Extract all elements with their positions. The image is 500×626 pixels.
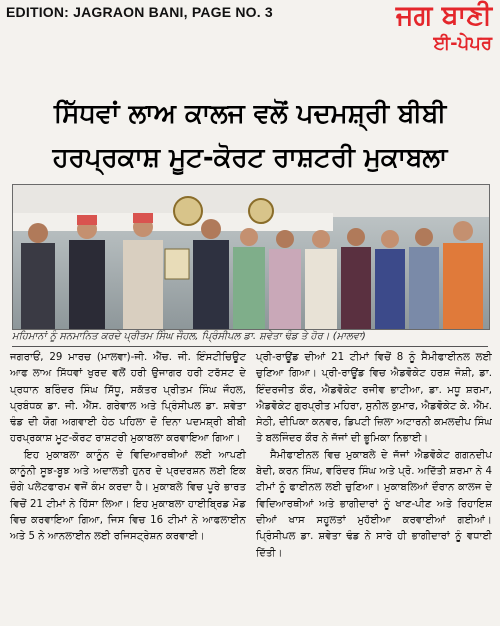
masthead-logo <box>396 0 492 56</box>
article-paragraph: ਇਹ ਮੁਕਾਬਲਾ ਕਾਨੂੰਨ ਦੇ ਵਿਦਿਆਰਥੀਆਂ ਲਈ ਆਪਣੀ ਕਾਨੂੰਨੀ ਸੂਝ-ਬੂਝ ਅਤੇ ਅਦਾਲਤੀ ਹੁਨਰ ਦੇ ਪ੍ਰਦਰਸ਼ਨ ਲਈ ਇਕ ਚੰਗੇ ਪਲੇਟਫਾਰਮ ਵਜੋਂ ਕੰਮ ਕਰਦਾ ਹੈ। ਮੁਕਾਬਲੇ ਵਿਚ ਪੂਰੇ ਭਾਰਤ ਵਿਚੋਂ 21 ਟੀਮਾਂ ਨੇ ਹਿੱਸਾ ਲਿਆ। ਇਹ ਮੁਕਾਬਲਾ ਹਾਈਬ੍ਰਿਡ ਮੋਡ ਵਿਚ ਕਰਵਾਇਆ ਗਿਆ, ਜਿਸ ਵਿਚ 16 ਟੀਮਾਂ ਨੇ ਆਫਲਾਈਨ ਅਤੇ 5 ਨੇ ਆਨਲਾਈਨ ਲਈ ਰਜਿਸਟ੍ਰੇਸ਼ਨ ਕਰਵਾਈ। <box>10 449 246 543</box>
masthead-subtitle: ਈ-ਪੇਪਰ <box>433 33 492 54</box>
group-photo-illustration <box>13 185 489 329</box>
article-paragraph: ਪ੍ਰੀ-ਰਾਊਂਡ ਦੀਆਂ 21 ਟੀਮਾਂ ਵਿਚੋਂ 8 ਨੂੰ ਸੈਮੀਫਾਈਨਲ ਲਈ ਚੁਣਿਆ ਗਿਆ। ਪ੍ਰੀ-ਰਾਊਂਡ ਵਿਚ ਐਡਵੋਕੇਟ ਹਰਸ਼ ਜੋਸ਼ੀ, ਡਾ. ਇੰਦਰਜੀਤ ਕੌਰ, ਐਡਵੋਕੇਟ ਰਜੀਵ ਭਾਟੀਆ, ਡਾ. ਮਧੂ ਸ਼ਰਮਾ, ਐਡਵੋਕੇਟ ਗੁਰਪ੍ਰੀਤ ਮਹਿਰਾ, ਸੁਨੀਲ ਕੁਮਾਰ, ਐਡਵੋਕੇਟ ਕੇ. ਐੱਮ. ਸੇਠੀ, ਦੀਪਿਕਾ ਕਨਵਰ, ਡਿਪਟੀ ਜ਼ਿਲਾ ਅਟਾਰਨੀ ਕਮਲਦੀਪ ਸਿੰਘ ਤੇ ਬਲਜਿੰਦਰ ਕੌਰ ਨੇ ਜੱਜਾਂ ਦੀ ਭੂਮਿਕਾ ਨਿਭਾਈ। <box>256 352 492 445</box>
article-column-right <box>256 350 492 562</box>
photo-caption: ਮਹਿਮਾਨਾਂ ਨੂੰ ਸਨਮਾਨਿਤ ਕਰਦੇ ਪ੍ਰੀਤਮ ਸਿੰਘ ਜੌਹਲ, ਪ੍ਰਿੰਸੀਪਲ ਡਾ. ਸ਼ਵੇਤਾ ਢੰਡ ਤੇ ਹੋਰ। (ਮਾਲਵਾ) <box>12 330 488 347</box>
headline-line-1: ਸਿੱਧਵਾਂ ਲਾਅ ਕਾਲਜ ਵਲੋਂ ਪਦਮਸ਼੍ਰੀ ਬੀਬੀ <box>53 99 447 129</box>
headline-line-2: ਹਰਪ੍ਰਕਾਸ਼ ਮੂਟ-ਕੋਰਟ ਰਾਸ਼ਟਰੀ ਮੁਕਾਬਲਾ <box>52 143 448 173</box>
article-paragraph: ਸੈਮੀਫਾਈਨਲ ਵਿਚ ਮੁਕਾਬਲੇ ਦੇ ਜੱਜਾਂ ਐਡਵੋਕੇਟ ਗਗਨਦੀਪ ਬੇਦੀ, ਕਰਨ ਸਿੰਘ, ਵਰਿੰਦਰ ਸਿੰਘ ਅਤੇ ਪ੍ਰੋ. ਅਦਿੱਤੀ ਸ਼ਰਮਾ ਨੇ 4 ਟੀਮਾਂ ਨੂੰ ਫਾਈਨਲ ਲਈ ਚੁਣਿਆ। ਮੁਕਾਬਲਿਆਂ ਦੌਰਾਨ ਕਾਲਜ ਦੇ ਵਿਦਿਆਰਥੀਆਂ ਅਤੇ ਭਾਗੀਦਾਰਾਂ ਨੂੰ ਖਾਣ-ਪੀਣ ਅਤੇ ਰਿਹਾਇਸ਼ ਦੀਆਂ ਖਾਸ ਸਹੂਲਤਾਂ ਮੁਹੱਈਆ ਕਰਵਾਈਆਂ ਗਈਆਂ। ਪ੍ਰਿੰਸੀਪਲ ਡਾ. ਸ਼ਵੇਤਾ ਢੰਡ ਨੇ ਸਾਰੇ ਹੀ ਭਾਗੀਦਾਰਾਂ ਨੂੰ ਵਧਾਈ ਦਿੱਤੀ। <box>256 449 492 559</box>
article-column-left <box>10 350 246 546</box>
news-photo <box>12 184 490 330</box>
masthead-title: ਜਗ ਬਾਣੀ <box>395 0 492 31</box>
edition-label: EDITION: JAGRAON BANI, PAGE NO. 3 <box>6 4 273 20</box>
article-paragraph: ਜਗਰਾਓਂ, 29 ਮਾਰਚ (ਮਾਲਵਾ)-ਜੀ. ਐੱਚ. ਜੀ. ਇੰਸਟੀਚਿਊਟ ਆਫ ਲਾਅ ਸਿੱਧਵਾਂ ਖੁਰਦ ਵਲੋਂ ਹਰੀ ਉਜਾਗਰ ਹਰੀ ਟਰੱਸਟ ਦੇ ਪ੍ਰਧਾਨ ਬਰਿੰਦਰ ਸਿੰਘ ਸਿੱਧੂ, ਸਕੱਤਰ ਪ੍ਰੀਤਮ ਸਿੰਘ ਜੌਹਲ, ਪ੍ਰਬੰਧਕ ਡਾ. ਜੀ. ਐੱਸ. ਗਰੇਵਾਲ ਅਤੇ ਪ੍ਰਿੰਸੀਪਲ ਡਾ. ਸ਼ਵੇਤਾ ਢੰਡ ਦੀ ਯੋਗ ਅਗਵਾਈ ਹੇਠ ਪਹਿਲਾ ਦੋ ਦਿਨਾ ਪਦਮਸ਼੍ਰੀ ਬੀਬੀ ਹਰਪ੍ਰਕਾਸ਼ ਮੂਟ-ਕੋਰਟ ਰਾਸ਼ਟਰੀ ਮੁਕਾਬਲਾ ਕਰਵਾਇਆ ਗਿਆ। <box>10 352 246 445</box>
